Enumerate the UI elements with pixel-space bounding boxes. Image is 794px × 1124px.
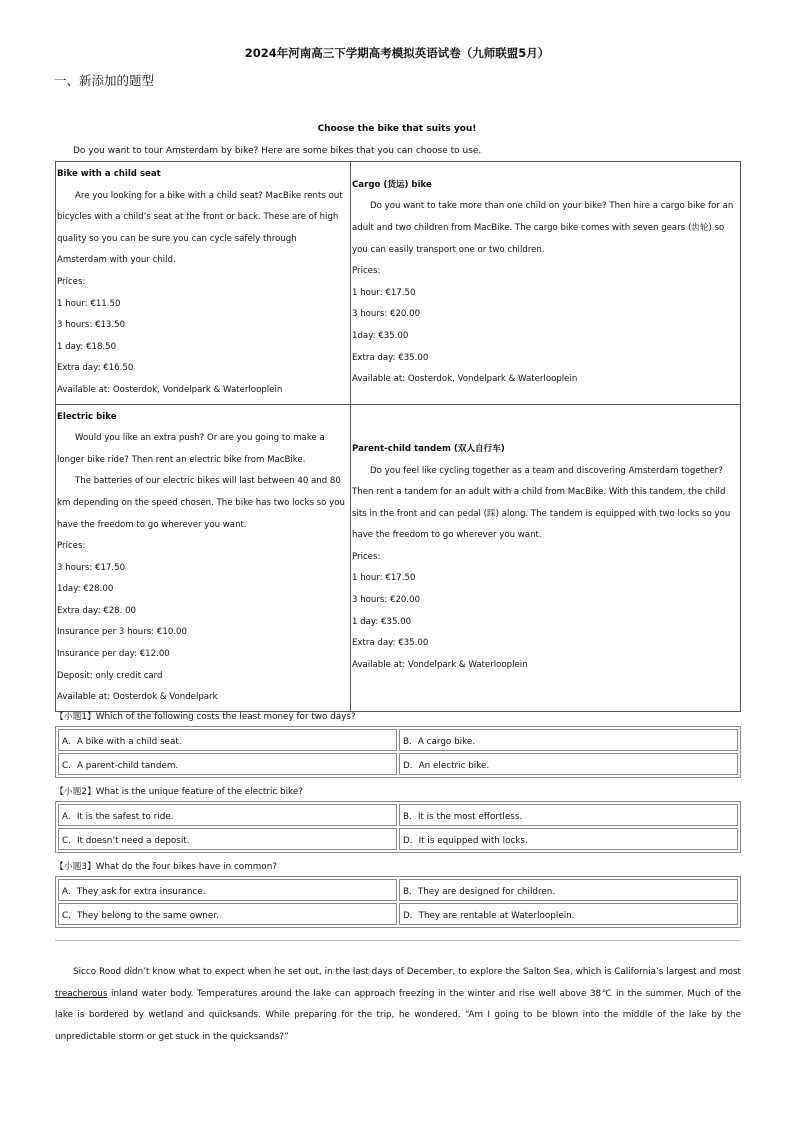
bike-name: Bike with a child seat (57, 169, 161, 179)
bike-name: Parent-child tandem (双人自行车) (352, 443, 505, 454)
bike-name: Cargo (货运) bike (352, 179, 432, 190)
prices-label: Prices: (57, 276, 86, 287)
question-3-stem: 【小题3】What do the four bikes have in common? (55, 862, 277, 872)
option-b[interactable]: B．A cargo bike. (399, 729, 738, 751)
bike-options-table (55, 161, 741, 712)
underlined-word: treacherous (55, 988, 108, 999)
prices-label: Prices: (352, 551, 381, 562)
table-row (58, 729, 738, 751)
table-row (58, 903, 738, 925)
price-line: Extra day: €28. 00 (57, 605, 137, 616)
bike-description: The batteries of our electric bikes will last between 40 and 80 km depending on the speed chosen. The bike has two locks so you have the freedom to go wherever you want. (57, 476, 345, 530)
table-row (58, 879, 738, 901)
option-a[interactable]: A．It is the safest to ride. (58, 804, 397, 826)
option-a[interactable]: A．A bike with a child seat. (58, 729, 397, 751)
table-row (58, 828, 738, 850)
price-line: 1 hour: €17.50 (352, 287, 416, 298)
option-c[interactable]: C．It doesn’t need a deposit. (58, 828, 397, 850)
document-title: 2024年河南高三下学期高考模拟英语试卷（九师联盟5月） (244, 46, 550, 60)
price-line: Insurance per day: €12.00 (57, 649, 170, 660)
option-c[interactable]: C．A parent-child tandem. (58, 753, 397, 775)
section-divider (55, 940, 741, 941)
option-d[interactable]: D．They are rentable at Waterlooplein. (399, 903, 738, 925)
availability: Available at: Oosterdok, Vondelpark & Waterlooplein (352, 374, 578, 385)
price-line: 1day: €28.00 (57, 584, 114, 595)
passage-2 (55, 962, 741, 1048)
table-row (56, 404, 741, 711)
prices-label: Prices: (352, 266, 381, 277)
section-heading: 一、新添加的题型 (54, 73, 155, 88)
price-line: 1 day: €35.00 (352, 616, 412, 627)
option-b[interactable]: B．It is the most effortless. (399, 804, 738, 826)
cargo-bike-cell (351, 162, 741, 405)
question-2-stem: 【小题2】What is the unique feature of the electric bike? (55, 787, 303, 797)
option-d[interactable]: D．It is equipped with locks. (399, 828, 738, 850)
price-line: 3 hours: €20.00 (352, 595, 421, 606)
question-1-stem: 【小题1】Which of the following costs the least money for two days? (55, 712, 356, 722)
price-line: 1 day: €18.50 (57, 341, 117, 352)
price-line: 1day: €35.00 (352, 330, 409, 341)
price-line: 3 hours: €20.00 (352, 309, 421, 320)
price-line: 1 hour: €17.50 (352, 573, 416, 584)
passage-title: Choose the bike that suits you! (317, 124, 477, 134)
passage-intro: Do you want to tour Amsterdam by bike? Here are some bikes that you can choose to use. (73, 146, 482, 156)
option-c[interactable]: C．They belong to the same owner. (58, 903, 397, 925)
table-row (58, 804, 738, 826)
passage-2-text: inland water body. Temperatures around the lake can approach freezing in the winter and rise well above 38℃ in the summer. Much of the lake is bordered by wetland and quicksands. While preparing for the trip, he wondered, “Am I going to be blown into the middle of the lake by the unpredictable storm or get stuck in the quicksands?” (55, 988, 741, 1042)
option-b[interactable]: B．They are designed for children. (399, 879, 738, 901)
price-line: 3 hours: €17.50 (57, 562, 126, 573)
question-2-options (55, 801, 741, 853)
bike-description: Are you looking for a bike with a child seat? MacBike rents out bicycles with a child’s seat at the front or back. These are of high quality so you can be sure you can cycle safely through Amsterdam with your child. (57, 190, 343, 266)
table-row (56, 162, 741, 405)
option-d[interactable]: D．An electric bike. (399, 753, 738, 775)
prices-label: Prices: (57, 541, 86, 552)
price-line: Extra day: €35.00 (352, 638, 429, 649)
price-line: 3 hours: €13.50 (57, 320, 126, 331)
price-line: Extra day: €35.00 (352, 352, 429, 363)
option-a[interactable]: A．They ask for extra insurance. (58, 879, 397, 901)
bike-description: Do you want to take more than one child on your bike? Then hire a cargo bike for an adult and two children from MacBike. The cargo bike comes with seven gears (齿轮) so you can easily transport one or two children. (352, 201, 734, 255)
availability: Available at: Oosterdok & Vondelpark (57, 692, 218, 703)
availability: Available at: Oosterdok, Vondelpark & Waterlooplein (57, 384, 283, 395)
price-line: Extra day: €16.50 (57, 363, 134, 374)
tandem-bike-cell (351, 404, 741, 711)
bike-description: Would you like an extra push? Or are you going to make a longer bike ride? Then rent an electric bike from MacBike. (57, 433, 325, 465)
price-line: 1 hour: €11.50 (57, 298, 121, 309)
question-3-options (55, 876, 741, 928)
child-seat-bike-cell (56, 162, 351, 405)
price-line: Insurance per 3 hours: €10.00 (57, 627, 187, 638)
question-1-options (55, 726, 741, 778)
bike-name: Electric bike (57, 411, 117, 422)
deposit-line: Deposit: only credit card (57, 670, 163, 681)
bike-description: Do you feel like cycling together as a team and discovering Amsterdam together? Then rent a tandem for an adult with a child from MacBike. With this tandem, the child sits in the front and can pedal (踩) along. The tandem is equipped with two locks so you have the freedom to go wherever you want. (352, 465, 731, 541)
passage-2-text: Sicco Rood didn’t know what to expect when he set out, in the last days of December, to explore the Salton Sea, which is California’s largest and most (73, 967, 741, 977)
table-row (58, 753, 738, 775)
availability: Available at: Vondelpark & Waterlooplein (352, 659, 528, 670)
electric-bike-cell (56, 404, 351, 711)
